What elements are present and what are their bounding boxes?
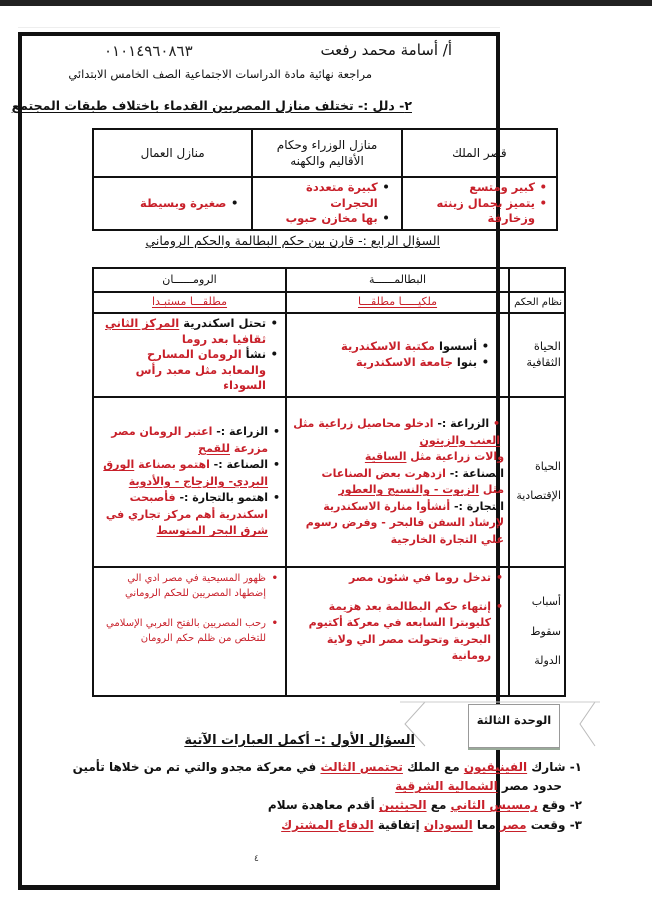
row-label-fall bbox=[509, 567, 565, 696]
header-ptolemies: البطالمــــــة bbox=[286, 268, 509, 292]
header-romans: الرومــــــان bbox=[93, 268, 286, 292]
answer-text: فأصبحت bbox=[129, 491, 176, 505]
answer-text: رمسيس الثاني bbox=[450, 798, 538, 813]
question-item-2 bbox=[82, 796, 582, 815]
answer-text: العنب والزيتون bbox=[419, 433, 501, 447]
answer-text: تحتمس الثالث bbox=[320, 760, 403, 774]
corner-cell bbox=[509, 268, 565, 292]
teacher-name: أ/ أسامة محمد رفعت bbox=[320, 41, 452, 59]
list-item: • كبير ومتسع bbox=[411, 180, 548, 196]
q2-title: ٢- دلل :- تختلف منازل المصريين القدماء باختلاف طبقات المجتمع bbox=[11, 98, 412, 113]
trade-line bbox=[291, 499, 504, 516]
industry-line-2 bbox=[291, 482, 504, 499]
question-item-1-cont bbox=[82, 777, 582, 796]
plain-text: معا bbox=[472, 817, 500, 832]
unit-banner: الوحدة الثالثة bbox=[468, 704, 560, 748]
list-item: • ظهور المسيحية في مصر ادي الي إضطهاد المصريين للحكم الروماني bbox=[100, 572, 279, 601]
answer-text: ثقافيا بعد روما bbox=[181, 331, 267, 346]
answer-text: الحيثيين bbox=[378, 798, 427, 813]
romans-fall bbox=[93, 567, 286, 696]
answer-text: مثل bbox=[479, 483, 505, 496]
answer-text: اسكندرية أهم مركز تجاري في bbox=[105, 507, 269, 521]
answer-text: الساقية bbox=[364, 450, 407, 463]
page-number: ٤ bbox=[254, 854, 259, 864]
answer-text: والات زراعية مثل bbox=[406, 450, 505, 463]
top-bar bbox=[0, 0, 652, 6]
list-item bbox=[307, 339, 490, 355]
row-label-economy bbox=[509, 397, 565, 567]
plain-text: مع bbox=[426, 798, 451, 813]
answer-text: أنشأوا منارة الاسكندرية bbox=[323, 499, 451, 513]
label-line: أسباب bbox=[531, 594, 561, 608]
plain-text: حدود مصر bbox=[497, 779, 562, 794]
agri-line-2 bbox=[291, 449, 504, 466]
answer-text: الدفاع المشترك bbox=[281, 817, 374, 832]
list-item: • كبيرة متعددة الحجرات bbox=[263, 180, 390, 211]
label-text: اهتمو بالتجارة :- bbox=[175, 491, 269, 505]
answer-text: الشمالية الشرقية bbox=[395, 779, 498, 794]
phone-number: ٠١٠١٤٩٦٠٨٦٣ bbox=[104, 42, 193, 60]
header-king-palace: قصر الملك bbox=[402, 129, 557, 177]
label-text: الزراعة :- bbox=[433, 417, 490, 430]
item-number: ١- bbox=[569, 760, 582, 774]
q4-title: السؤال الرابع :- قارن بين حكم البطالمة والحكم الروماني bbox=[145, 233, 440, 248]
label-line: الدولة bbox=[534, 654, 561, 668]
label-line: سقوط bbox=[530, 624, 561, 638]
romans-economy bbox=[93, 397, 286, 567]
answer-text: مكتبة الاسكندرية bbox=[341, 339, 435, 354]
ministers-cell bbox=[252, 177, 401, 230]
question-item-1 bbox=[72, 758, 582, 777]
ptolemies-economy bbox=[286, 397, 509, 567]
ptolemies-fall bbox=[286, 567, 509, 696]
answer-text: ادخلو محاصيل زراعية مثل bbox=[293, 417, 434, 430]
comparison-table bbox=[92, 267, 566, 697]
ptolemies-system: ملكيـــــا مطلقـــا bbox=[286, 292, 509, 313]
item-number: ٢- bbox=[569, 798, 582, 813]
unit3-questions bbox=[72, 758, 582, 835]
answer-text: شرق البحر المتوسط bbox=[156, 524, 269, 538]
list-item: • يتميز بجمال زينته وزخارفة bbox=[411, 196, 548, 227]
answer-text: الورق البردي- والزجاج - والأدوية bbox=[103, 458, 269, 488]
plain-text: إتفاقية bbox=[373, 817, 424, 832]
list-item: • تدخل روما في شئون مصر bbox=[291, 570, 504, 587]
sheet-edge bbox=[18, 27, 500, 28]
list-item bbox=[307, 355, 490, 371]
romans-system: مطلقـــا مستبـدا bbox=[93, 292, 286, 313]
ptolemies-culture bbox=[286, 313, 509, 397]
label-line: الحياة bbox=[533, 339, 561, 354]
label-text: الزراعة :- bbox=[212, 425, 269, 439]
list-item: • صغيرة وبسيطة bbox=[106, 196, 239, 212]
romans-culture bbox=[93, 313, 286, 397]
list-item bbox=[98, 457, 281, 490]
king-palace-cell bbox=[402, 177, 557, 230]
row-label-system: نظام الحكم bbox=[509, 292, 565, 313]
list-item: • إنتهاء حكم البطالمة بعد هزيمة كليوبترا السابعه في معركة أكتيوم البحرية وتحولت مصر الي ولاية رومانية bbox=[291, 599, 504, 665]
list-item: • رحب المصريين بالفتح العربي الإسلامي للتخلص من ظلم حكم الرومان bbox=[100, 617, 279, 646]
list-item bbox=[98, 424, 281, 457]
list-item bbox=[98, 490, 281, 540]
answer-text: الزيوت - والنسيج والعطور bbox=[338, 483, 480, 496]
workers-cell bbox=[93, 177, 252, 230]
label-text: الصناعة :- bbox=[445, 466, 505, 480]
answer-text: اعتبر الرومان مصر مزرعة bbox=[111, 425, 269, 455]
agri-line: • الزراعة :- ادخلو محاصيل زراعية مثل العنب والزيتون bbox=[293, 417, 501, 447]
answer-text: لإرشاد السفن فالبحر - وفرض رسوم علي التجارة الخارجية bbox=[305, 516, 505, 546]
item-number: ٣- bbox=[569, 817, 582, 832]
list-item bbox=[100, 316, 279, 347]
question-item-3 bbox=[82, 816, 582, 835]
q1-title: السؤال الأول :– أكمل العبارات الآتية bbox=[184, 733, 415, 748]
answer-text: الفينيقيون bbox=[463, 760, 528, 774]
houses-table bbox=[92, 128, 558, 231]
plain-text: وقعت bbox=[526, 817, 570, 832]
label-line: الثقافية bbox=[526, 355, 561, 369]
answer-text: اهتمو بصناعة bbox=[134, 458, 210, 472]
plain-text: نشأ bbox=[241, 347, 267, 362]
plain-text: أقدم معاهدة سلام bbox=[267, 798, 379, 813]
plain-text: في معركة مجدو والتي تم من خلاها تأمين bbox=[72, 760, 321, 774]
plain-text: وقع bbox=[537, 798, 570, 813]
plain-text: بنوا bbox=[452, 355, 478, 369]
answer-text: ازدهرت بعض الصناعات bbox=[321, 466, 446, 480]
answer-text: المركز الثاني bbox=[105, 316, 180, 331]
plain-text: أسسوا bbox=[434, 339, 478, 354]
subtitle: مراجعة نهائية مادة الدراسات الاجتماعية الصف الخامس الابتدائي bbox=[68, 67, 372, 81]
plain-text: شارك bbox=[527, 760, 570, 774]
header-workers-houses: منازل العمال bbox=[93, 129, 252, 177]
plain-text: تحتل اسكندرية bbox=[179, 316, 267, 331]
label-text: التجارة :- bbox=[450, 499, 505, 513]
answer-text: جامعة الاسكندرية bbox=[355, 355, 453, 369]
plain-text: مع الملك bbox=[402, 760, 464, 774]
list-item bbox=[100, 347, 279, 394]
list-item: • بها مخازن حبوب bbox=[263, 211, 390, 227]
industry-line bbox=[291, 466, 504, 483]
label-text: الصناعة :- bbox=[209, 458, 269, 472]
answer-text: السودان bbox=[423, 817, 473, 832]
answer-text: الرومان المسارح والمعابد مثل معبد رأس السوداء bbox=[135, 347, 267, 393]
row-label-culture bbox=[509, 313, 565, 397]
header-ministers-houses: منازل الوزراء وحكام الأقاليم والكهنه bbox=[252, 129, 401, 177]
answer-text: للقمح bbox=[198, 441, 230, 455]
label-line: الإقتصادية bbox=[516, 489, 561, 502]
label-line: الحياة bbox=[535, 460, 561, 474]
answer-text: مصر bbox=[499, 817, 527, 832]
